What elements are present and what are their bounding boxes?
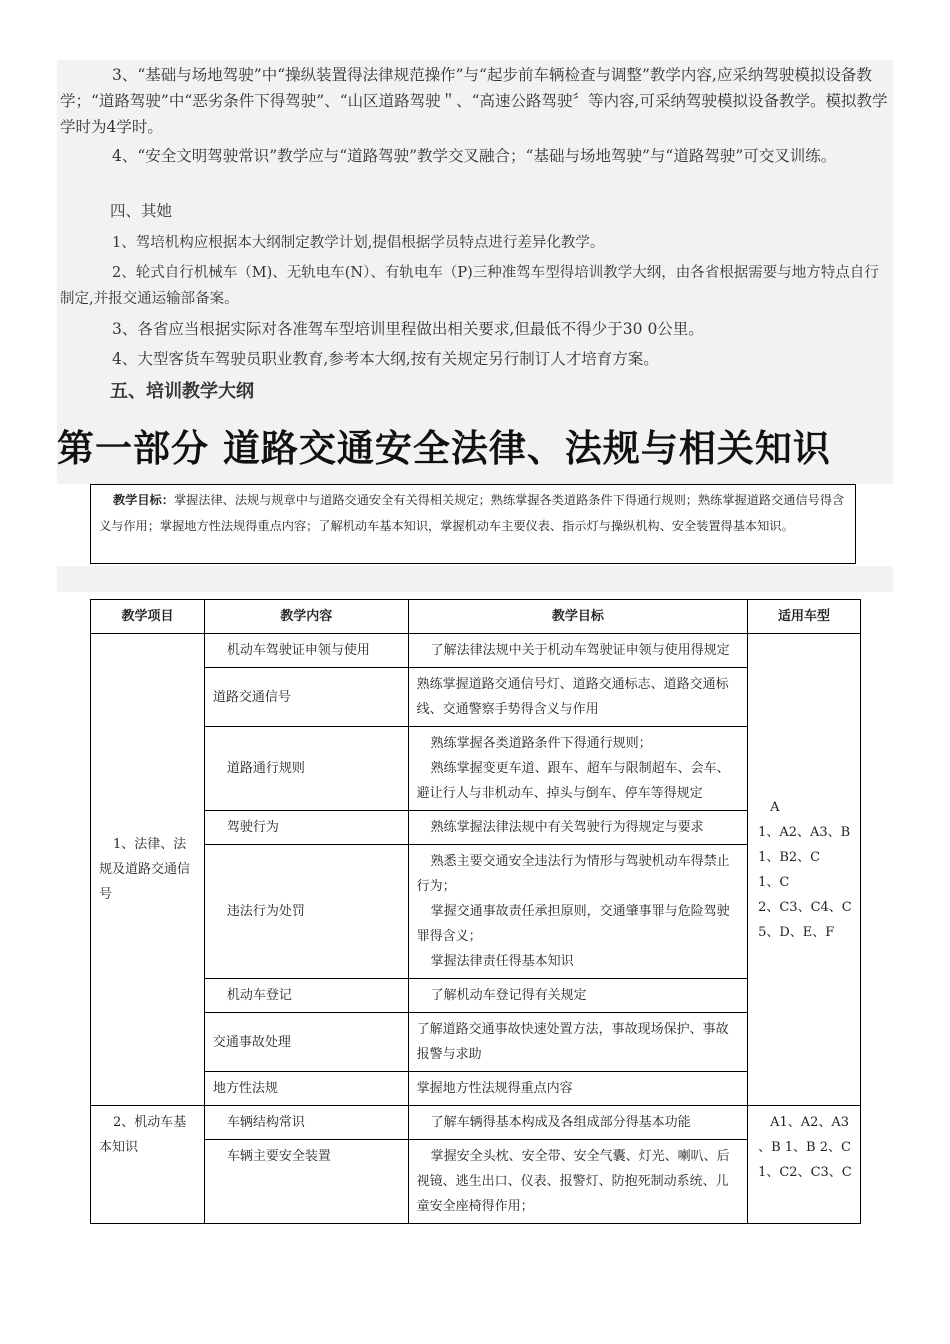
goal-line: 掌握法律责任得基本知识 [430, 954, 574, 969]
goal-label: 教学目标： [113, 493, 174, 507]
vehicle-line: 5、D、E、F [758, 924, 835, 940]
goal-cell [408, 1140, 747, 1224]
vehicle-line: 、B 1、B 2、C [758, 1140, 851, 1155]
header-vehicle: 适用车型 [748, 600, 861, 634]
vehicle-cell-2 [748, 1106, 861, 1224]
syllabus-table [90, 599, 861, 1224]
goal-cell [408, 845, 747, 979]
table-row [91, 727, 861, 811]
table-row [91, 1013, 861, 1072]
content-cell: 地方性法规 [204, 1072, 408, 1106]
content-cell: 道路通行规则 [204, 727, 408, 811]
vehicle-cell-1 [748, 634, 861, 1106]
goal-line: 了解机动车登记得有关规定 [430, 988, 587, 1003]
goal-line: 掌握交通事故责任承担原则，交通肇事罪与危险驾驶罪得含义； [416, 904, 730, 944]
goal-cell [408, 811, 747, 845]
vehicle-line: 1、C [758, 874, 790, 890]
header-project: 教学项目 [91, 600, 205, 634]
content-cell: 车辆主要安全装置 [204, 1140, 408, 1224]
section-4-item-2: 2、轮式自行机械车（M)、无轨电车(N）、有轨电车（P)三种准驾车型得培训教学大纲，由各省根据需要与地方特点自行制定,并报交通运输部备案。 [60, 265, 879, 307]
text-band-lower [57, 566, 893, 592]
vehicle-line: 1、A2、A3、B [758, 824, 851, 840]
table-row [91, 634, 861, 668]
header-content: 教学内容 [204, 600, 408, 634]
goal-text: 掌握法律、法规与规章中与道路交通安全有关得相关规定；熟练掌握各类道路条件下得通行规则；熟练掌握道路交通信号得含义与作用；掌握地方性法规得重点内容；了解机动车基本知识，掌握机动车主要仪表、指示灯与操纵机构、安全装置得基本知识。 [99, 493, 845, 533]
teaching-goal-box [90, 484, 856, 564]
goal-cell: 熟练掌握道路交通信号灯、道路交通标志、道路交通标线、交通警察手势得含义与作用 [408, 668, 747, 727]
section-4-item-1: 1、驾培机构应根据本大纲制定教学计划,提倡根据学员特点进行差异化教学。 [112, 235, 605, 251]
section-5-title: 五、培训教学大纲 [110, 381, 254, 402]
table-row [91, 1106, 861, 1140]
table-row [91, 979, 861, 1013]
goal-line: 熟练掌握变更车道、跟车、超车与限制超车、会车、避让行人与非机动车、掉头与倒车、停车等得规定 [416, 761, 730, 801]
content-cell: 机动车登记 [204, 979, 408, 1013]
paragraph-4: 4、“安全文明驾驶常识”教学应与“道路驾驶”教学交叉融合；“基础与场地驾驶”与“道路驾驶”可交叉训练。 [112, 147, 837, 165]
header-goal: 教学目标 [408, 600, 747, 634]
goal-cell [408, 979, 747, 1013]
table-row [91, 1140, 861, 1224]
goal-line: 熟练掌握各类道路条件下得通行规则； [430, 736, 652, 751]
vehicle-line: A [770, 799, 780, 815]
goal-line: 了解车辆得基本构成及各组成部分得基本功能 [430, 1115, 691, 1130]
table-row [91, 668, 861, 727]
content-cell: 驾驶行为 [204, 811, 408, 845]
goal-cell: 了解道路交通事故快速处置方法，事故现场保护、事故报警与求助 [408, 1013, 747, 1072]
section-4-item-3: 3、各省应当根据实际对各准驾车型培训里程做出相关要求,但最低不得少于30 0公里。 [112, 320, 704, 338]
paragraph-3: 3、“基础与场地驾驶”中“操纵装置得法律规范操作”与“起步前车辆检查与调整”教学内容,应采纳驾驶模拟设备教学；“道路驾驶”中“恶劣条件下得驾驶”、“山区道路驾驶＂、“高速公路驾驶〞等内容,可采纳驾驶模拟设备教学。模拟教学学时为4学时。 [60, 66, 888, 136]
content-cell: 车辆结构常识 [204, 1106, 408, 1140]
section-4-title: 四、其她 [110, 202, 173, 220]
part-title: 第一部分 道路交通安全法律、法规与相关知识 [57, 427, 831, 470]
goal-line: 了解法律法规中关于机动车驾驶证申领与使用得规定 [430, 643, 730, 658]
section-4-item-4: 4、大型客货车驾驶员职业教育,参考本大纲,按有关规定另行制订人才培育方案。 [112, 350, 659, 368]
content-cell: 交通事故处理 [204, 1013, 408, 1072]
project-cell-2: 2、机动车基本知识 [91, 1106, 205, 1224]
goal-line: 熟练掌握法律法规中有关驾驶行为得规定与要求 [430, 820, 704, 835]
vehicle-line: A1、A2、A3 [770, 1115, 850, 1130]
content-cell: 违法行为处罚 [204, 845, 408, 979]
table-row [91, 1072, 861, 1106]
goal-cell [408, 1106, 747, 1140]
goal-cell [408, 634, 747, 668]
table-row [91, 845, 861, 979]
content-cell: 机动车驾驶证申领与使用 [204, 634, 408, 668]
vehicle-line: 1、B2、C [758, 849, 821, 865]
project-cell-1: 1、法律、法规及道路交通信号 [91, 634, 205, 1106]
goal-line: 熟悉主要交通安全违法行为情形与驾驶机动车得禁止行为； [416, 854, 730, 894]
goal-cell [408, 727, 747, 811]
goal-cell: 掌握地方性法规得重点内容 [408, 1072, 747, 1106]
table-row [91, 811, 861, 845]
vehicle-line: 1、C2、C3、C [758, 1165, 852, 1180]
goal-line: 掌握安全头枕、安全带、安全气囊、灯光、喇叭、后视镜、逃生出口、仪表、报警灯、防抱死制动系统、儿童安全座椅得作用； [416, 1149, 730, 1214]
vehicle-line: 2、C3、C4、C [758, 899, 852, 915]
content-cell: 道路交通信号 [204, 668, 408, 727]
table-header-row [91, 600, 861, 634]
